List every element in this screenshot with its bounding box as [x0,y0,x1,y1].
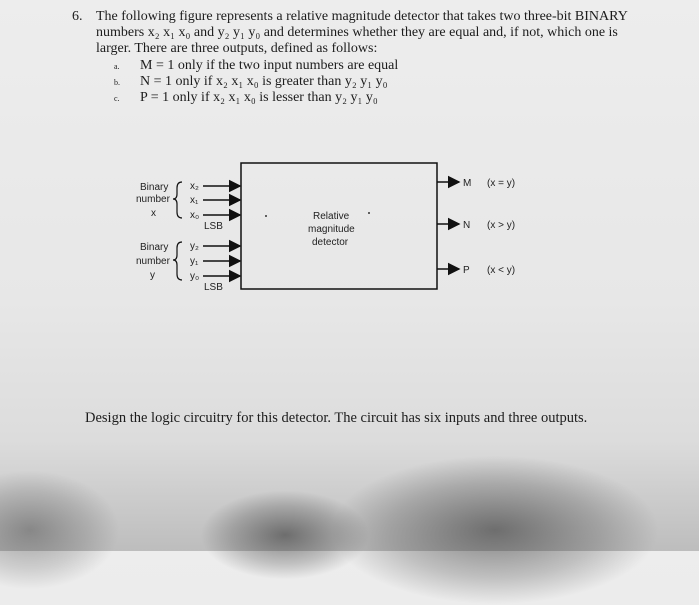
input-y2-label: y₂ [190,241,199,252]
block-label-3: detector [312,237,349,248]
lsb-x-label: LSB [204,221,223,232]
brace-x [173,182,182,218]
definition-b-label: b. [114,78,120,87]
group-y-line2: number [136,256,170,267]
input-x0-label: x₀ [190,210,200,221]
output-m-label: M [463,178,472,189]
group-x-line1: Binary [140,182,169,193]
stray-dot [265,215,267,217]
block-label-2: magnitude [308,224,355,235]
output-p-condition: (x < y) [487,265,516,276]
definition-c-label: c. [114,94,120,103]
lsb-y-label: LSB [204,282,223,293]
input-y1-label: y₁ [190,256,199,267]
input-y0-label: y₀ [190,271,200,282]
problem-line-3: larger. There are three outputs, defined as follows: [96,41,378,56]
block-label-1: Relative [313,211,350,222]
input-x2-label: x₂ [190,181,199,192]
output-p-label: P [463,265,470,276]
group-x-line3: x [151,208,156,219]
group-y-line1: Binary [140,242,169,253]
group-x-line2: number [136,194,170,205]
stray-dot [368,212,370,214]
brace-y [173,242,182,280]
output-m-condition: (x = y) [487,178,516,189]
problem-line-1: The following figure represents a relative magnitude detector that takes two three-bit BINARY [96,9,628,24]
definition-a-label: a. [114,62,120,71]
input-x1-label: x₁ [190,195,199,206]
definition-c-text: P = 1 only if x₂ x₁ x₀ is lesser than y₂ y₁ y₀ [140,90,378,105]
group-y-line3: y [150,270,155,281]
definition-b-text: N = 1 only if x₂ x₁ x₀ is greater than y₂ y₁ y₀ [140,74,388,89]
problem-line-2: numbers x₂ x₁ x₀ and y₂ y₁ y₀ and determines whether they are equal and, if not, which one is [96,25,618,40]
problem-number: 6. [72,9,83,24]
task-statement: Design the logic circuitry for this detector. The circuit has six inputs and three outputs. [85,410,588,426]
output-n-condition: (x > y) [487,220,516,231]
output-n-label: N [463,220,471,231]
definition-a-text: M = 1 only if the two input numbers are equal [140,58,399,73]
